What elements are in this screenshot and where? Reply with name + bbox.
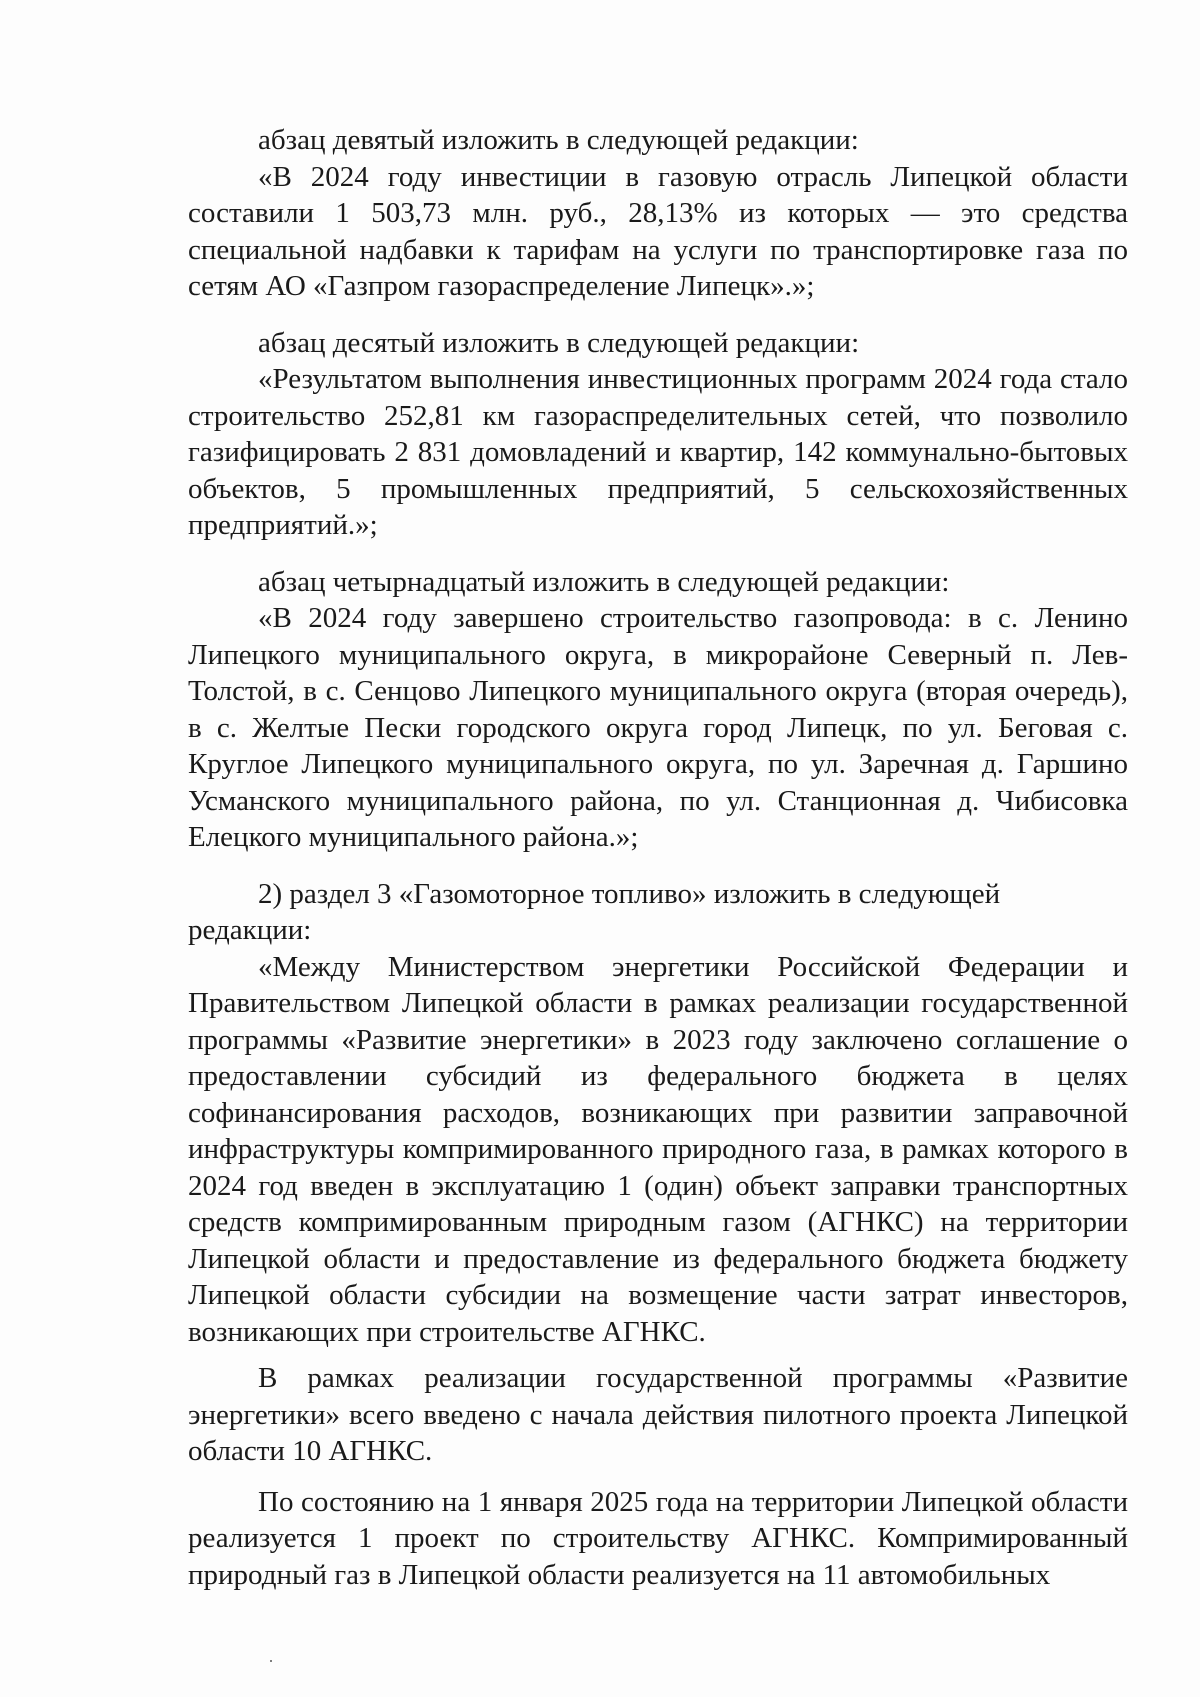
amendment-text: «Результатом выполнения инвестиционных программ 2024 года стало строительство 252,81 км газораспределительных сетей, что позволило газифицировать 2 831 домовладений и квартир, 142 коммунально-бытовых объектов, 5 промышленных предприятий, 5 сельскохозяйственных предприятий.»; [188,363,1128,541]
amendment-instruction: абзац десятый изложить в следующей редакции: [258,326,860,359]
document-body [188,122,1128,1593]
amendment-block-14 [188,564,1128,856]
amendment-instruction: 2) раздел 3 «Газомоторное топливо» изложить в следующей редакции: [188,877,1001,946]
amendment-block-section-3 [188,876,1128,1594]
amendment-text: В рамках реализации государственной программы «Развитие энергетики» всего введено с начала действия пилотного проекта Липецкой области 10 АГНКС. [188,1362,1128,1467]
amendment-instruction: абзац четырнадцатый изложить в следующей редакции: [258,565,950,598]
amendment-text: По состоянию на 1 января 2025 года на территории Липецкой области реализуется 1 проект по строительству АГНКС. Компримированный природный газ в Липецкой области реализуется на 11 автомобильных [188,1485,1128,1591]
scan-speck [270,1660,272,1662]
amendment-instruction: абзац девятый изложить в следующей редакции: [258,124,859,156]
amendment-text: «В 2024 году инвестиции в газовую отрасль Липецкой области составили 1 503,73 млн. руб., 28,13% из которых — это средства специальной надбавки к тарифам на услуги по транспортировке газа по сетям АО «Газпром газораспределение Липецк».»; [188,160,1128,302]
amendment-block-9 [188,122,1128,305]
amendment-block-10 [188,325,1128,544]
amendment-text: «Между Министерством энергетики Российской Федерации и Правительством Липецкой области в рамках реализации государственной программы «Развитие энергетики» в 2023 году заключено соглашение о предоставлении субсидий из федерального бюджета в целях софинансирования расходов, возникающих при развитии заправочной инфраструктуры компримированного природного газа, в рамках которого в 2024 год введен в эксплуатацию 1 (один) объект заправки транспортных средств компримированным природным газом (АГНКС) на территории Липецкой области и предоставление из федерального бюджета бюджету Липецкой области субсидии на возмещение части затрат инвесторов, возникающих при строительстве АГНКС. [188,950,1128,1348]
amendment-text: «В 2024 году завершено строительство газопровода: в с. Ленино Липецкого муниципального округа, в микрорайоне Северный п. Лев-Толстой, в с. Сенцово Липецкого муниципального округа (вторая очередь), в с. Желтые Пески городского округа город Липецк, по ул. Беговая с. Круглое Липецкого муниципального округа, по ул. Заречная д. Гаршино Усманского муниципального района, по ул. Станционная д. Чибисовка Елецкого муниципального района.»; [188,602,1128,853]
